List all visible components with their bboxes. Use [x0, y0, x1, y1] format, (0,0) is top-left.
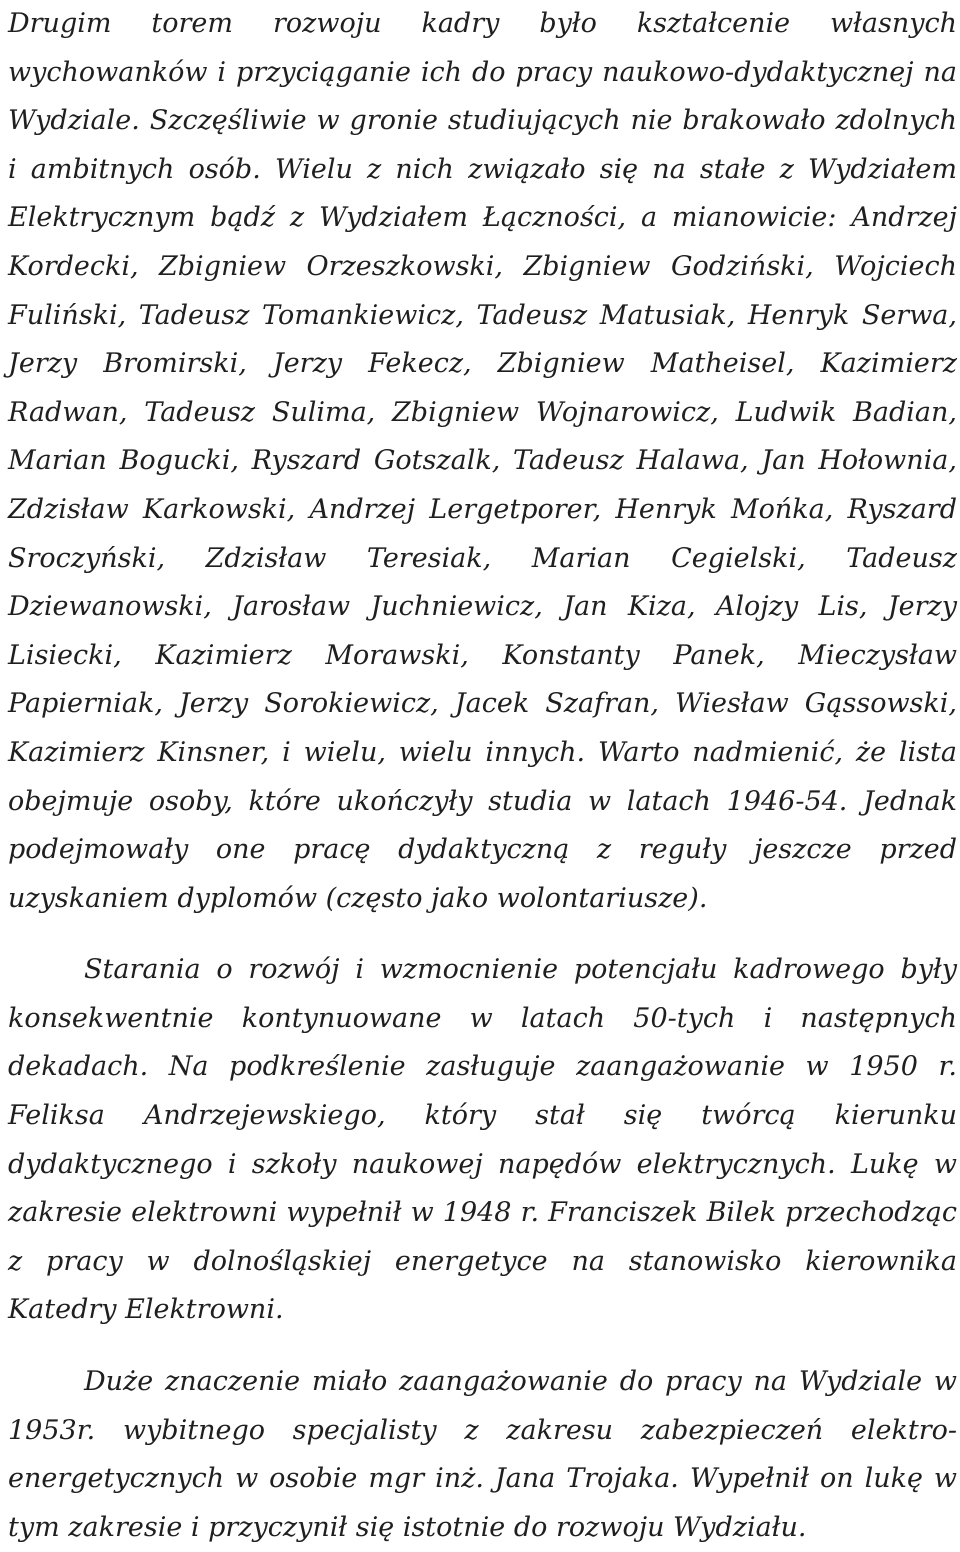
- paragraph-staff-development: Drugim torem rozwoju kadry było kształcenie własnych wychowanków i przyciąganie ich do pracy naukowo-dydaktycznej na Wydziale. Szczęśliwie w gronie studiujących nie brakowało zdolnych i ambitnych osób. Wielu z nich związało się na stałe z Wydziałem Elektrycznym bądź z Wydziałem Łączności, a mianowicie: Andrzej Kordecki, Zbigniew Orzeszkowski, Zbigniew Godziński, Wojciech Fuliński, Tadeusz Tomankiewicz, Tadeusz Matusiak, Henryk Serwa, Jerzy Bromirski, Jerzy Fekecz, Zbigniew Matheisel, Kazimierz Radwan, Tadeusz Sulima, Zbigniew Wojnarowicz, Ludwik Badian, Marian Bogucki, Ryszard Gotszalk, Tadeusz Halawa, Jan Hołownia, Zdzisław Karkowski, Andrzej Lergetporer, Henryk Mońka, Ryszard Sroczyński, Zdzisław Teresiak, Marian Cegielski, Tadeusz Dziewanowski, Jarosław Juchniewicz, Jan Kiza, Alojzy Lis, Jerzy Lisiecki, Kazimierz Morawski, Konstanty Panek, Mieczysław Papierniak, Jerzy Sorokiewicz, Jacek Szafran, Wiesław Gąssowski, Kazimierz Kinsner, i wielu, wielu innych. Warto nadmienić, że lista obejmuje osoby, które ukończyły studia w latach 1946-54. Jednak podejmowały one pracę dydaktyczną z reguły jeszcze przed uzyskaniem dyplomów (często jako wolontariusze).: [8, 8, 957, 914]
- paragraph-trojak-engagement: Duże znaczenie miało zaangażowanie do pracy na Wydziale w 1953r. wybitnego specjalisty z zakresu zabezpieczeń elektro-energetycznych w osobie mgr inż. Jana Trojaka. Wypełnił on lukę w tym zakresie i przyczynił się istotnie do rozwoju Wydziału.: [8, 1366, 957, 1543]
- paragraph-staff-potential: Starania o rozwój i wzmocnienie potencjału kadrowego były konsekwentnie kontynuowane w latach 50-tych i następnych dekadach. Na podkreślenie zasługuje zaangażowanie w 1950 r. Feliksa Andrzejewskiego, który stał się twórcą kierunku dydaktycznego i szkoły naukowej napędów elektrycznych. Lukę w zakresie elektrowni wypełnił w 1948 r. Franciszek Bilek przechodząc z pracy w dolnośląskiej energetyce na stanowisko kierownika Katedry Elektrowni.: [8, 954, 957, 1326]
